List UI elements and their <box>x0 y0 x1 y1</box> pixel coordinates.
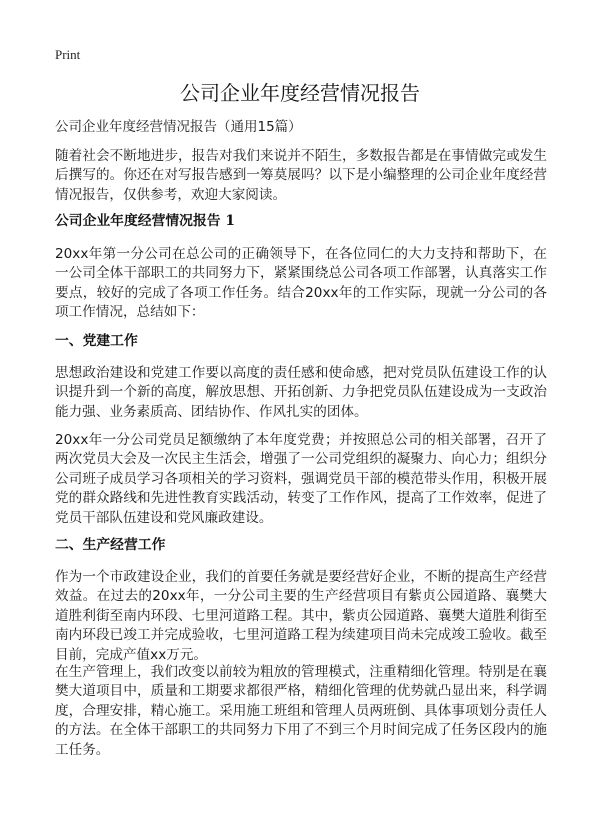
section-heading-party-building: 一、党建工作 <box>55 333 138 349</box>
party-building-paragraph-1: 思想政治建设和党建工作要以高度的责任感和使命感，把对党员队伍建设工作的认识提升到一个新的高度，解放思想、开拓创新、力争把党员队伍建设成为一支政治能力强、业务素质高、团结协作、作风扎实的团体。 <box>55 365 547 420</box>
party-building-paragraph-2: 20xx年一分公司党员足额缴纳了本年度党费；并按照总公司的相关部署，召开了两次党员大会及一次民主生活会，增强了一公司党组织的凝聚力、向心力；组织分公司班子成员学习各项相关的学习资料，强调党员干部的模范带头作用，积极开展党的群众路线和先进性教育实践活动，转变了工作作风，提高了工作效率，促进了党员干部队伍建设和党风廉政建设。 <box>55 432 547 526</box>
document-title: 公司企业年度经营情况报告 <box>180 81 420 105</box>
opening-paragraph: 20xx年第一分公司在总公司的正确领导下，在各位同仁的大力支持和帮助下，在一公司全体干部职工的共同努力下，紧紧围绕总公司各项工作部署，认真落实工作要点，较好的完成了各项工作任务。结合20xx年的工作实际，现就一分公司的各项工作情况，总结如下： <box>55 246 547 321</box>
production-paragraph-1: 作为一个市政建设企业，我们的首要任务就是要经营好企业，不断的提高生产经营效益。在过去的20xx年，一分公司主要的生产经营项目有紫贞公园道路、襄樊大道胜利街至南内环段、七里河道路工程。其中，紫贞公园道路、襄樊大道胜利街至南内环段已竣工并完成验收，七里河道路工程为续建项目尚未完成竣工验收。截至目前，完成产值xx万元。 <box>55 569 547 663</box>
section-title: 公司企业年度经营情况报告 1 <box>55 213 235 229</box>
production-paragraph-2: 在生产管理上，我们改变以前较为粗放的管理模式，注重精细化管理。特别是在襄樊大道项目中，质量和工期要求都很严格，精细化管理的优势就凸显出来，科学调度，合理安排，精心施工。采用施工班组和管理人员两班倒、具体事项划分责任人的方法。在全体干部职工的共同努力下用了不到三个月时间完成了任务区段内的施工任务。 <box>55 664 547 758</box>
intro-paragraph: 随着社会不断地进步，报告对我们来说并不陌生，多数报告都是在事情做完或发生后撰写的。你还在对写报告感到一筹莫展吗？以下是小编整理的公司企业年度经营情况报告，仅供参考，欢迎大家阅读。 <box>55 148 547 203</box>
print-label: Print <box>55 47 81 62</box>
section-heading-production: 二、生产经营工作 <box>55 537 166 553</box>
document-subtitle: 公司企业年度经营情况报告（通用15篇） <box>55 119 302 135</box>
